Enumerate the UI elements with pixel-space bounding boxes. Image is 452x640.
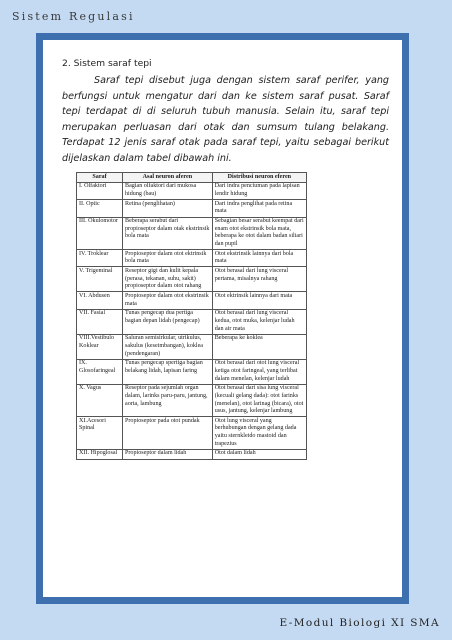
- header-saraf: Saraf: [77, 173, 123, 183]
- cell-eferen: Otot berasal dari lung visceral kedua, otot muka, kelenjar ludah dan air mata: [212, 309, 306, 334]
- cell-eferen: Otot berasal dari sisa lung visceral (kecuali gelang dada): otot farinks (menelan), otot larinag (bicara), otot usus, jantung, kelenjar lambung: [212, 384, 306, 417]
- cell-eferen: Otot berasal dari lung visceral pertama, misalnya rahang: [212, 267, 306, 292]
- cell-aferen: Propioseptor dalam lidah: [123, 449, 213, 459]
- footer-title: E-Modul Biologi XI SMA: [279, 617, 440, 629]
- cell-aferen: Bagian olfaktori dari mukosa hidung (bau): [123, 182, 213, 199]
- cell-saraf: XI.Acesori Spinal: [77, 417, 123, 450]
- cell-aferen: Reseptor gigi dan kulit kepala (perasa, tekanan, suhu, sakit) propioseptor dalam otot rahang: [123, 267, 213, 292]
- cell-saraf: II. Optic: [77, 200, 123, 217]
- cell-eferen: Beberapa ke koklea: [212, 334, 306, 359]
- cell-saraf: IX. Glosofaringeal: [77, 359, 123, 384]
- cell-eferen: Otot dalam lidah: [212, 449, 306, 459]
- cell-saraf: V. Trigeminal: [77, 267, 123, 292]
- cell-aferen: Propioseptor pada otot pundak: [123, 417, 213, 450]
- table-row: [77, 292, 307, 309]
- table-row: [77, 384, 307, 417]
- table-header-row: [77, 173, 307, 183]
- header-title: Sistem Regulasi: [12, 10, 135, 23]
- cell-aferen: Reseptor pada sejumlah organ dalam, larinks paru-paru, jantung, aorta, lambung: [123, 384, 213, 417]
- cell-aferen: Retina (penglihatan): [123, 200, 213, 217]
- cell-aferen: Propioseptor dalam otot ekstrinsik mata: [123, 292, 213, 309]
- cell-saraf: IV. Troklear: [77, 250, 123, 267]
- table-row: [77, 449, 307, 459]
- cell-aferen: Propioseptor dalam otot ektrinsik bola mata: [123, 250, 213, 267]
- cell-saraf: III. Okulomotor: [77, 217, 123, 250]
- cell-saraf: XII. Hipoglosal: [77, 449, 123, 459]
- cell-eferen: Otot berasal dari otot lung visceral ketiga otot faringeal, yang terlibat dalam menelan, kelenjar ludah: [212, 359, 306, 384]
- table-row: [77, 334, 307, 359]
- table-row: [77, 267, 307, 292]
- cell-eferen: Sebagian besar serabut keempat dari enam otot ekstrinsik bola mata, beberapa ke otot dalam badan siliari dan pupil: [212, 217, 306, 250]
- paragraph-text: Saraf tepi disebut juga dengan sistem saraf perifer, yang berfungsi untuk mengatur dari dan ke sistem saraf pusat. Saraf tepi terdapat di di seluruh tubuh manusia. Selain itu, saraf tepi merupakan perluasan dari otak dan sumsum tulang belakang. Terdapat 12 jenis saraf otak pada saraf tepi, yaitu sebagai berikut dijelaskan dalam tabel dibawah ini.: [62, 75, 389, 164]
- table-row: [77, 200, 307, 217]
- cell-eferen: Dari indra penglihat pada retina mata: [212, 200, 306, 217]
- cell-aferen: Saluran semisirkular, utrikulus, sakulus (keseimbangan), koklea (pendengaran): [123, 334, 213, 359]
- table-row: [77, 217, 307, 250]
- cell-eferen: Otot ekstrinsik lainnya dari bola mata: [212, 250, 306, 267]
- content-area: [62, 58, 389, 167]
- cell-saraf: VI. Abdusen: [77, 292, 123, 309]
- cell-saraf: VII. Fasial: [77, 309, 123, 334]
- cell-eferen: Dari indra penciuman pada lapisan lendir hidung: [212, 182, 306, 199]
- table-row: [77, 182, 307, 199]
- cell-saraf: VIII.Vestibulo Koklear: [77, 334, 123, 359]
- cell-aferen: Tunas pengecap dua pertiga bagian depan lidah (pengecap): [123, 309, 213, 334]
- table-row: [77, 309, 307, 334]
- cranial-nerves-table: [76, 172, 307, 460]
- cell-eferen: Otot lung visceral yang berhubungan dengan gelang dada yaitu sternkleido mastoid dan trapezius: [212, 417, 306, 450]
- cell-saraf: X. Vagus: [77, 384, 123, 417]
- header-eferen: Distribusi neuron eferen: [212, 173, 306, 183]
- cell-saraf: I. Olfaktori: [77, 182, 123, 199]
- table-row: [77, 359, 307, 384]
- section-paragraph: [62, 73, 389, 167]
- table-row: [77, 250, 307, 267]
- table-row: [77, 417, 307, 450]
- cell-aferen: Beberapa serabut dari propioseptor dalam otak ekstrinsik bola mata: [123, 217, 213, 250]
- header-aferen: Asal neuron aferen: [123, 173, 213, 183]
- section-heading: 2. Sistem saraf tepi: [62, 58, 152, 69]
- cell-eferen: Otot ektrinsik lainnya dari mata: [212, 292, 306, 309]
- cell-aferen: Tunas pengecap spertiga bagian belakang lidah, lapisan faring: [123, 359, 213, 384]
